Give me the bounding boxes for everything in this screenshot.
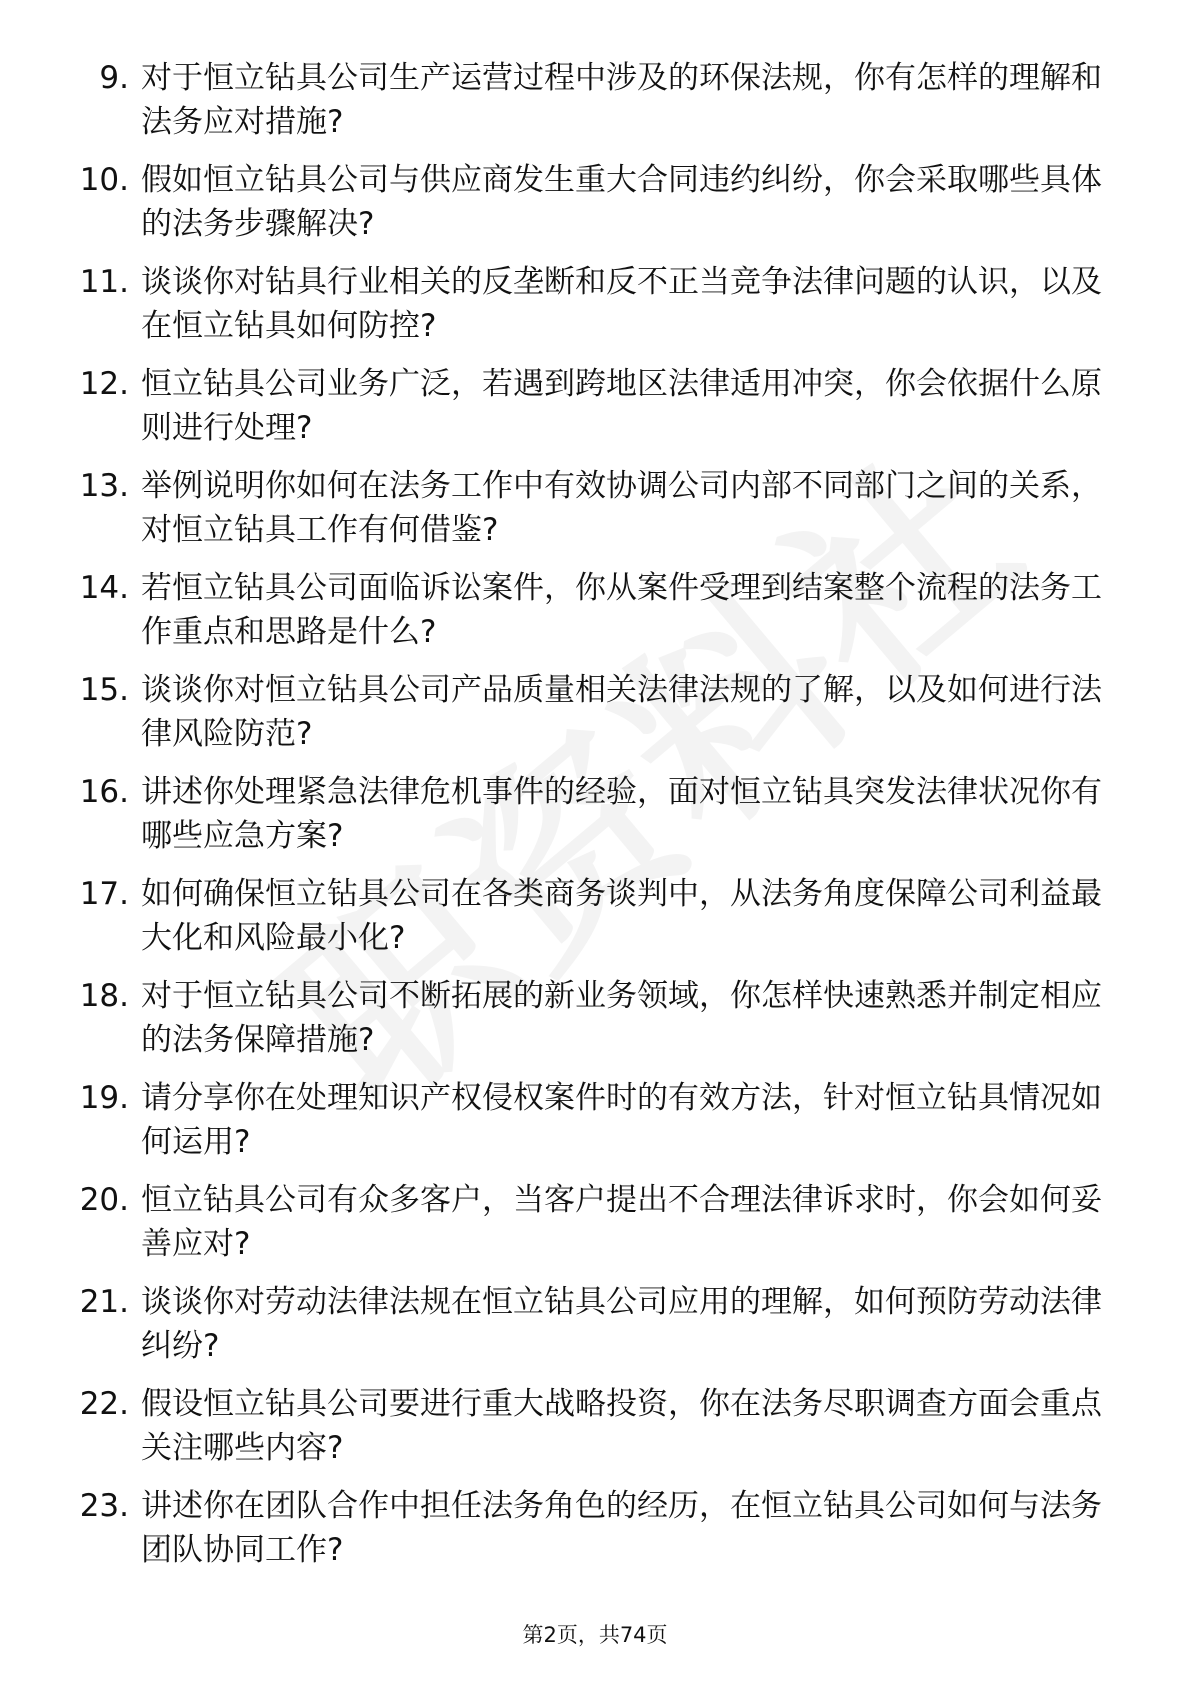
question-text: 对于恒立钻具公司不断拓展的新业务领域，你怎样快速熟悉并制定相应的法务保障措施? [141, 978, 1102, 1058]
list-item [55, 1382, 1115, 1484]
question-number: 21. [79, 1284, 129, 1320]
list-item [55, 974, 1115, 1076]
question-number: 23. [79, 1488, 129, 1524]
question-text: 讲述你处理紧急法律危机事件的经验，面对恒立钻具突发法律状况你有哪些应急方案? [141, 774, 1102, 854]
question-number: 17. [79, 876, 129, 912]
question-text: 假如恒立钻具公司与供应商发生重大合同违约纠纷，你会采取哪些具体的法务步骤解决? [141, 162, 1102, 242]
list-item [55, 260, 1115, 362]
question-number: 22. [79, 1386, 129, 1422]
list-item [55, 362, 1115, 464]
question-text: 若恒立钻具公司面临诉讼案件，你从案件受理到结案整个流程的法务工作重点和思路是什么? [141, 570, 1102, 650]
question-number: 12. [79, 366, 129, 402]
question-text: 讲述你在团队合作中担任法务角色的经历，在恒立钻具公司如何与法务团队协同工作? [141, 1488, 1102, 1568]
question-number: 15. [79, 672, 129, 708]
list-item [55, 1076, 1115, 1178]
question-text: 谈谈你对恒立钻具公司产品质量相关法律法规的了解，以及如何进行法律风险防范? [141, 672, 1102, 752]
question-number: 13. [79, 468, 129, 504]
question-text: 假设恒立钻具公司要进行重大战略投资，你在法务尽职调查方面会重点关注哪些内容? [141, 1386, 1102, 1466]
question-number: 16. [79, 774, 129, 810]
question-number: 11. [79, 264, 129, 300]
question-number: 19. [79, 1080, 129, 1116]
list-item [55, 566, 1115, 668]
question-text: 对于恒立钻具公司生产运营过程中涉及的环保法规，你有怎样的理解和法务应对措施? [141, 60, 1102, 140]
question-text: 如何确保恒立钻具公司在各类商务谈判中，从法务角度保障公司利益最大化和风险最小化? [141, 876, 1102, 956]
list-item [55, 464, 1115, 566]
question-text: 谈谈你对劳动法律法规在恒立钻具公司应用的理解，如何预防劳动法律纠纷? [141, 1284, 1102, 1364]
question-text: 恒立钻具公司有众多客户，当客户提出不合理法律诉求时，你会如何妥善应对? [141, 1182, 1102, 1262]
list-item [55, 1484, 1115, 1586]
question-number: 10. [79, 162, 129, 198]
question-number: 20. [79, 1182, 129, 1218]
page-footer: 第2页，共74页 [522, 1623, 668, 1647]
question-text: 恒立钻具公司业务广泛，若遇到跨地区法律适用冲突，你会依据什么原则进行处理? [141, 366, 1102, 446]
list-item [55, 872, 1115, 974]
list-item [55, 668, 1115, 770]
question-text: 举例说明你如何在法务工作中有效协调公司内部不同部门之间的关系，对恒立钻具工作有何借鉴? [141, 468, 1102, 548]
list-item [55, 158, 1115, 260]
list-item [55, 770, 1115, 872]
question-number: 14. [79, 570, 129, 606]
question-list [55, 56, 1115, 1586]
question-number: 18. [79, 978, 129, 1014]
list-item [55, 1178, 1115, 1280]
list-item [55, 56, 1115, 158]
question-text: 请分享你在处理知识产权侵权案件时的有效方法，针对恒立钻具情况如何运用? [141, 1080, 1102, 1160]
question-number: 9. [99, 60, 129, 96]
list-item [55, 1280, 1115, 1382]
question-text: 谈谈你对钻具行业相关的反垄断和反不正当竞争法律问题的认识，以及在恒立钻具如何防控? [141, 264, 1102, 344]
